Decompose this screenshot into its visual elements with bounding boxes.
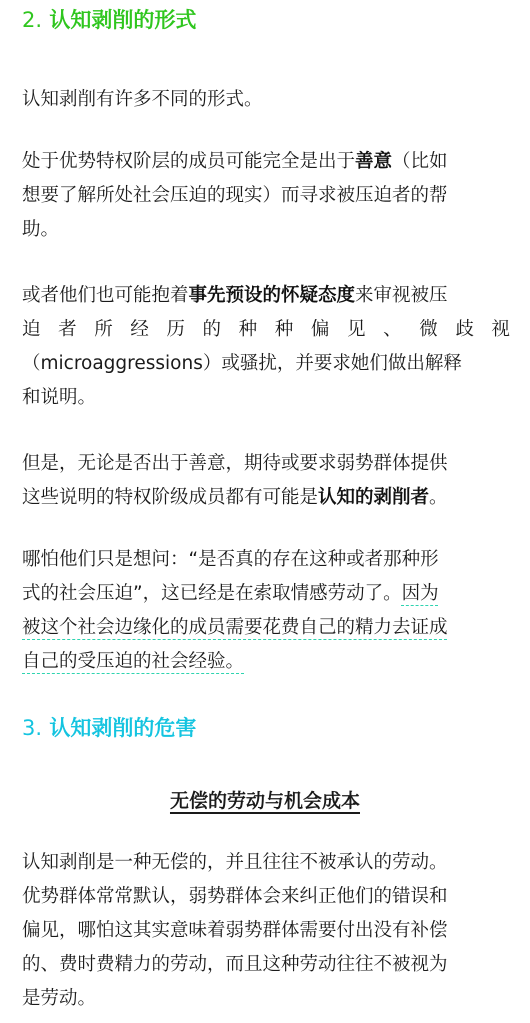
char: 经	[130, 319, 149, 340]
paragraph-line	[22, 577, 510, 611]
paragraph-line: 想要了解所处社会压迫的现实）而寻求被压迫者的帮	[22, 185, 448, 206]
paragraph-line: 的、费时费精力的劳动，而且这种劳动往往不被视为	[22, 954, 448, 975]
text-run: 式的社会压迫”，这已经是在索取情感劳动了。	[22, 583, 402, 604]
paragraph-skepticism	[22, 279, 510, 415]
section-2-heading	[22, 0, 510, 40]
subheading	[0, 784, 530, 818]
paragraph-line: 和说明。	[22, 387, 97, 408]
char: 视	[491, 319, 510, 340]
paragraph-exploiter	[22, 447, 510, 515]
char: 种	[238, 319, 258, 340]
paragraph-intro	[22, 83, 510, 117]
char: 的	[202, 319, 222, 340]
text-run: 处于优势特权阶层的成员可能完全是出于	[22, 151, 356, 172]
paragraph-line: 但是，无论是否出于善意，期待或要求弱势群体提供	[22, 453, 448, 474]
paragraph-unpaid-labor	[22, 846, 510, 1016]
paragraph-line-justified	[22, 313, 510, 347]
paragraph-line: （microaggressions）或骚扰，并要求她们做出解释	[22, 353, 462, 374]
text-run: 来审视被压	[355, 285, 448, 306]
text-run: 这些说明的特权阶级成员都有可能是	[22, 487, 319, 508]
paragraph-line: 优势群体常常默认，弱势群体会来纠正他们的错误和	[22, 886, 448, 907]
char: 种	[274, 319, 294, 340]
section-3-heading	[22, 708, 510, 748]
section-2-title: 认知剥削的形式	[49, 8, 197, 32]
paragraph-goodwill	[22, 145, 510, 247]
bold-term-presupposed-doubt: 事先预设的怀疑态度	[188, 285, 356, 306]
paragraph-line	[22, 481, 510, 515]
paragraph-emotional-labor	[22, 543, 510, 679]
paragraph-line: 认知剥削有许多不同的形式。	[22, 89, 263, 110]
underlined-text-run: 被这个社会边缘化的成员需要花费自己的精力去证成	[22, 617, 448, 638]
text-run: （比如	[392, 151, 448, 172]
paragraph-line: 认知剥削是一种无偿的，并且往往不被承认的劳动。	[22, 852, 448, 873]
char: 偏	[310, 319, 330, 340]
section-3-title: 认知剥削的危害	[49, 716, 197, 740]
char: 者	[58, 319, 77, 340]
text-run: 。	[429, 487, 448, 508]
paragraph-line: 偏见，哪怕这其实意味着弱势群体需要付出没有补偿	[22, 920, 448, 941]
char: 、	[383, 319, 402, 340]
underlined-text-run: 自己的受压迫的社会经验。	[22, 651, 245, 672]
bold-term-goodwill: 善意	[355, 151, 393, 172]
text-run: 或者他们也可能抱着	[22, 285, 189, 306]
paragraph-line	[22, 279, 510, 313]
underlined-text-run: 因为	[401, 583, 439, 604]
section-3-number: 3.	[22, 716, 43, 740]
char: 历	[166, 319, 185, 340]
char: 迫	[22, 319, 41, 340]
paragraph-line	[22, 611, 510, 645]
paragraph-line: 哪怕他们只是想问：“是否真的存在这种或者那种形	[22, 549, 439, 570]
paragraph-line	[22, 645, 510, 679]
paragraph-line	[22, 145, 510, 179]
paragraph-line: 助。	[22, 219, 60, 240]
paragraph-line: 是劳动。	[22, 988, 97, 1009]
char: 见	[346, 319, 366, 340]
char: 所	[94, 319, 113, 340]
subheading-text: 无偿的劳动与机会成本	[169, 790, 360, 812]
char: 歧	[455, 319, 474, 340]
char: 微	[419, 319, 438, 340]
bold-term-epistemic-exploiter: 认知的剥削者	[318, 487, 430, 508]
section-2-number: 2.	[22, 8, 43, 32]
